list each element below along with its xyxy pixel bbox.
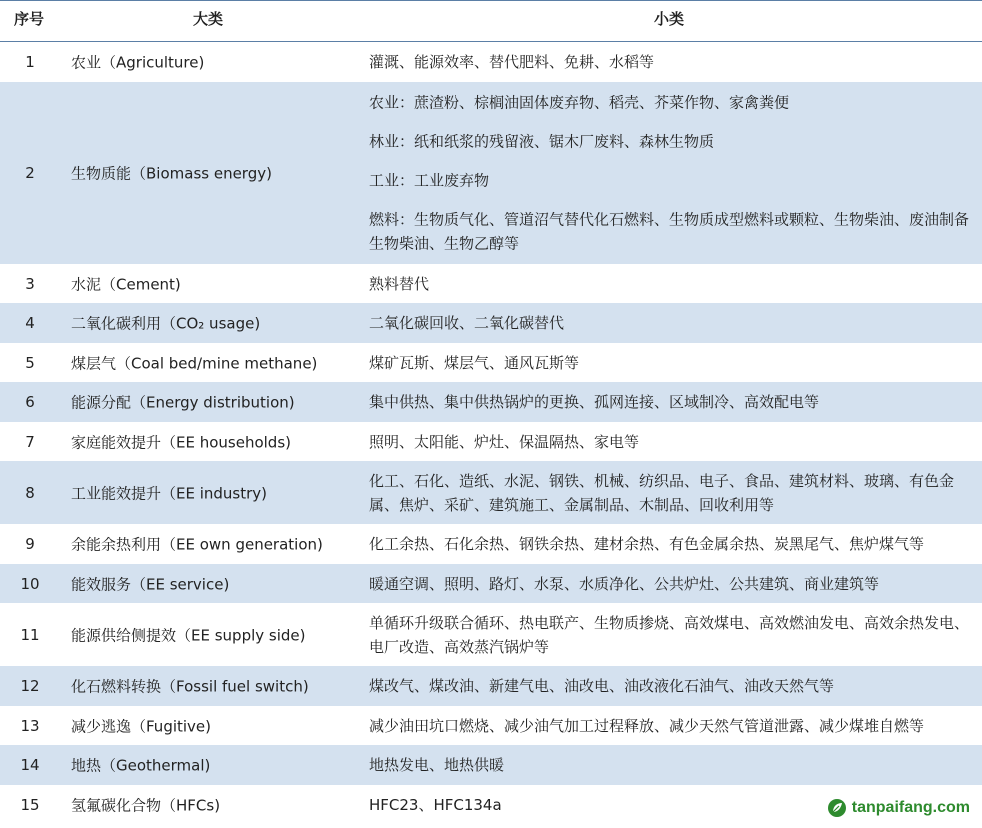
major-category: 生物质能（Biomass energy) bbox=[71, 164, 272, 183]
header-number: 序号 bbox=[14, 10, 45, 28]
minor-category-line: 熟料替代 bbox=[369, 274, 430, 293]
table-row bbox=[0, 82, 982, 264]
minor-category-line: 减少油田坑口燃烧、减少油气加工过程释放、减少天然气管道泄露、减少煤堆自燃等 bbox=[369, 716, 925, 735]
row-number: 5 bbox=[25, 353, 35, 372]
table-row bbox=[0, 603, 982, 666]
row-number: 6 bbox=[25, 393, 35, 411]
table-row bbox=[0, 524, 982, 564]
major-category: 地热（Geothermal) bbox=[71, 756, 211, 775]
major-category: 农业（Agriculture) bbox=[71, 53, 205, 72]
header-minor-category: 小类 bbox=[654, 10, 685, 28]
minor-category-line: 照明、太阳能、炉灶、保温隔热、家电等 bbox=[369, 432, 640, 451]
major-category: 余能余热利用（EE own generation) bbox=[71, 535, 323, 554]
minor-category bbox=[369, 753, 969, 777]
minor-category bbox=[369, 272, 969, 296]
minor-category-line: 煤矿瓦斯、煤层气、通风瓦斯等 bbox=[369, 353, 580, 372]
minor-category-line: 灌溉、能源效率、替代肥料、免耕、水稻等 bbox=[369, 53, 655, 71]
major-category: 能效服务（EE service) bbox=[71, 575, 230, 593]
minor-category bbox=[369, 611, 969, 659]
minor-category-line: 燃料：生物质气化、管道沼气替代化石燃料、生物质成型燃料或颗粒、生物柴油、废油制备生物柴油、生物乙醇等 bbox=[369, 210, 970, 253]
table-header bbox=[0, 0, 982, 42]
row-number: 10 bbox=[20, 574, 40, 593]
minor-category bbox=[369, 390, 969, 414]
watermark-logo bbox=[827, 798, 970, 818]
minor-category bbox=[369, 674, 969, 698]
minor-category-line: 林业：纸和纸浆的残留液、锯木厂废料、森林生物质 bbox=[369, 132, 715, 151]
major-category: 减少逃逸（Fugitive) bbox=[71, 717, 212, 735]
table-row bbox=[0, 706, 982, 745]
table-body bbox=[0, 42, 982, 825]
minor-category-line: 地热发电、地热供暖 bbox=[369, 756, 505, 774]
minor-category-line: 化工、石化、造纸、水泥、钢铁、机械、纺织品、电子、食品、建筑材料、玻璃、有色金属、焦炉、采矿、建筑施工、金属制品、木制品、回收利用等 bbox=[369, 471, 955, 514]
watermark-text: tanpaifang.com bbox=[851, 799, 970, 816]
minor-category bbox=[369, 311, 969, 335]
minor-category-line: HFC23、HFC134a bbox=[369, 796, 502, 814]
table-row bbox=[0, 666, 982, 706]
table-row bbox=[0, 303, 982, 343]
row-number: 1 bbox=[25, 53, 35, 71]
row-number: 14 bbox=[20, 756, 40, 774]
minor-category-line: 二氧化碳回收、二氧化碳替代 bbox=[369, 314, 565, 332]
row-number: 15 bbox=[20, 796, 40, 814]
row-number: 4 bbox=[25, 314, 35, 332]
major-category: 能源分配（Energy distribution) bbox=[71, 393, 295, 412]
row-number: 8 bbox=[25, 483, 35, 502]
row-number: 13 bbox=[20, 716, 40, 735]
row-number: 3 bbox=[25, 274, 35, 293]
major-category: 水泥（Cement) bbox=[71, 275, 181, 293]
table-row bbox=[0, 422, 982, 461]
minor-category-line: 农业：蔗渣粉、棕榈油固体废弃物、稻壳、芥菜作物、家禽粪便 bbox=[369, 93, 790, 112]
minor-category-line: 化工余热、石化余热、钢铁余热、建材余热、有色金属余热、炭黑尾气、焦炉煤气等 bbox=[369, 535, 925, 553]
minor-category bbox=[369, 50, 969, 74]
leaf-logo-icon bbox=[827, 798, 847, 818]
minor-category bbox=[369, 430, 969, 454]
table-row bbox=[0, 382, 982, 422]
minor-category-line: 煤改气、煤改油、新建气电、油改电、油改液化石油气、油改天然气等 bbox=[369, 677, 835, 695]
major-category: 煤层气（Coal bed/mine methane) bbox=[71, 354, 318, 372]
minor-category-line: 单循环升级联合循环、热电联产、生物质掺烧、高效煤电、高效燃油发电、高效余热发电、电厂改造、高效蒸汽锅炉等 bbox=[369, 613, 970, 656]
table-row bbox=[0, 745, 982, 785]
row-number: 12 bbox=[20, 677, 40, 695]
row-number: 7 bbox=[25, 432, 35, 451]
minor-category bbox=[369, 469, 969, 517]
minor-category-line: 暖通空调、照明、路灯、水泵、水质净化、公共炉灶、公共建筑、商业建筑等 bbox=[369, 574, 880, 593]
minor-category bbox=[369, 714, 969, 738]
minor-category bbox=[369, 572, 969, 596]
minor-category bbox=[369, 91, 969, 256]
major-category: 家庭能效提升（EE households) bbox=[71, 433, 291, 451]
table-row bbox=[0, 564, 982, 603]
minor-category-line: 工业：工业废弃物 bbox=[369, 171, 490, 190]
major-category: 化石燃料转换（Fossil fuel switch) bbox=[71, 677, 309, 696]
major-category: 氢氟碳化合物（HFCs) bbox=[71, 796, 221, 815]
major-category: 能源供给侧提效（EE supply side) bbox=[71, 626, 306, 644]
minor-category-line: 集中供热、集中供热锅炉的更换、孤网连接、区域制冷、高效配电等 bbox=[369, 393, 820, 411]
row-number: 9 bbox=[25, 535, 35, 553]
table-row bbox=[0, 264, 982, 303]
major-category: 工业能效提升（EE industry) bbox=[71, 484, 268, 502]
minor-category bbox=[369, 532, 969, 556]
table-row bbox=[0, 42, 982, 82]
minor-category bbox=[369, 351, 969, 375]
table-row bbox=[0, 461, 982, 524]
header-major-category: 大类 bbox=[193, 10, 224, 28]
row-number: 11 bbox=[20, 625, 40, 644]
table-row bbox=[0, 343, 982, 382]
major-category: 二氧化碳利用（CO₂ usage) bbox=[71, 314, 261, 333]
row-number: 2 bbox=[25, 164, 35, 182]
